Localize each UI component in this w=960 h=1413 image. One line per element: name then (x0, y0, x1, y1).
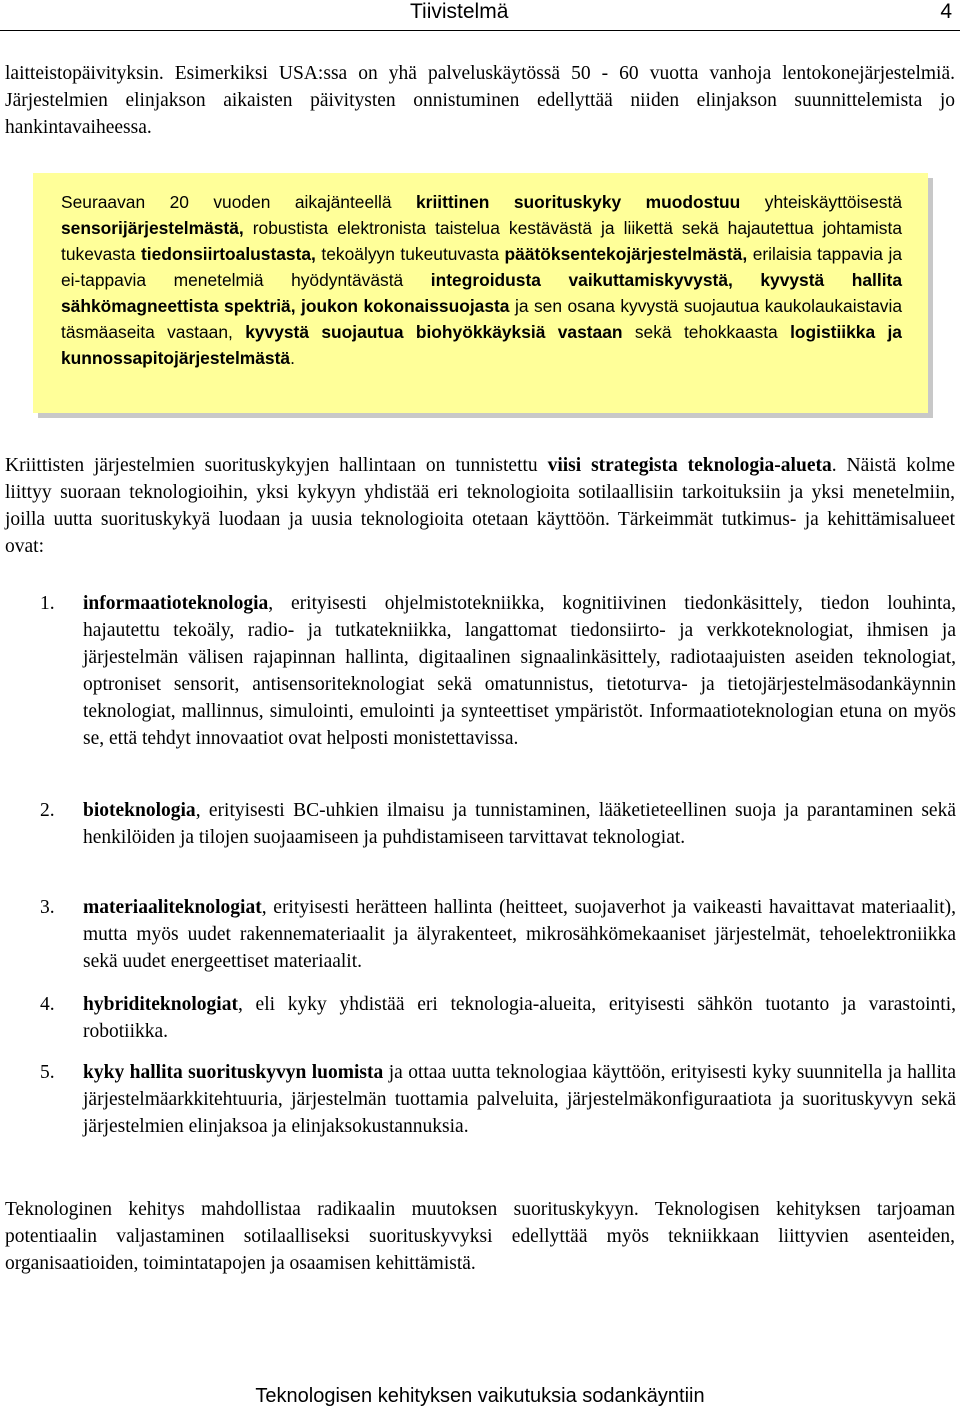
box-text-8: . (290, 348, 295, 368)
list-item-text (83, 797, 956, 851)
list-item-body: , erityisesti herätteen hallinta (heitteet, suojaverhot ja vaikeasti havaittavat materiaalit), mutta myös uudet rakennemateriaalit ja älyrakenteet, mikrosähkömekaaniset järjestelmät, tehoelektroniikka sekä uudet energeettiset materiaalit. (83, 897, 956, 972)
list-item-text (83, 590, 956, 752)
list-item-term: kyky hallita suorituskyvyn luomista (83, 1062, 384, 1083)
box-text-6: ja sen osana kyvystä suojautua kaukolaukaistavia täsmäaseita vastaan, (61, 296, 902, 342)
box-bold-7: logistiikka ja kunnossapitojärjestelmästä (61, 322, 902, 368)
list-number: 1. (40, 593, 55, 614)
list-number: 5. (40, 1062, 55, 1083)
header-title: Tiivistelmä (410, 0, 509, 23)
list-number: 2. (40, 800, 55, 821)
list-item-body: ja ottaa uutta teknologiaa käyttöön, erityisesti kyky suunnitella ja hallita järjestelmäarkkitehtuuria, järjestelmän tuottamia palveluita, järjestelmäkonfiguraatiota ja suorituskyvyn sekä järjestelmien elinjaksoa ja elinjaksokustannuksia. (83, 1062, 956, 1137)
strategy-paragraph (5, 452, 955, 560)
box-text-1: Seuraavan 20 vuoden aikajänteellä (61, 192, 416, 212)
box-text-2: yhteiskäyttöisestä (740, 192, 903, 212)
page-header (0, 0, 960, 30)
box-bold-6: kyvystä suojautua biohyökkäyksiä vastaan (245, 322, 623, 342)
list-item-term: materiaaliteknologiat (83, 897, 262, 918)
strategy-bold: viisi strategista teknologia-alueta (547, 455, 832, 476)
list-number: 3. (40, 897, 55, 918)
list-item-term: bioteknologia (83, 800, 196, 821)
box-bold-4: päätöksentekojärjestelmästä, (504, 244, 748, 264)
closing-paragraph: Teknologinen kehitys mahdollistaa radikaalin muutoksen suorituskykyyn. Teknologisen kehityksen tarjoaman potentiaalin valjastaminen sotilaalliseksi suorituskyvyksi edellyttää myös tekniikkaan liittyvien asenteiden, organisaatioiden, toimintatapojen ja osaamisen kehittämistä. (5, 1199, 955, 1274)
list-item-term: informaatioteknologia (83, 593, 269, 614)
box-text-5: erilaisia tappavia ja ei-tappavia menetelmiä hyödyntävästä (61, 244, 902, 290)
box-bold-3: tiedonsiirtoalustasta, (140, 244, 316, 264)
box-text-3: robustista elektronista taistelua kestävästä ja liikettä sekä hajautettua johtamista tukevasta (61, 218, 902, 264)
header-rule (0, 30, 960, 31)
list-item-body: , eli kyky yhdistää eri teknologia-alueita, erityisesti sähkön tuotanto ja varastointi, robotiikka. (83, 994, 956, 1042)
strategy-text-2: . Näistä kolme liittyy suoraan teknologioihin, yksi kykyyn yhdistää eri teknologioita sotilaallisiin tarkoituksiin ja yksi menetelmiin, joilla uutta suorituskykyä luodaan ja uusia teknologioita otetaan käyttöön. Tärkeimmät tutkimus- ja kehittämisalueet ovat: (5, 455, 955, 557)
intro-paragraph: laitteistopäivityksin. Esimerkiksi USA:ssa on yhä palveluskäytössä 50 - 60 vuotta vanhoja lentokonejärjestelmiä. Järjestelmien elinjakson aikaisten päivitysten onnistuminen edellyttää niiden elinjakson suunnittelemista jo hankintavaiheessa. (5, 63, 955, 138)
highlight-box-text (61, 189, 902, 371)
list-item-body: , erityisesti BC-uhkien ilmaisu ja tunnistaminen, lääketieteellinen suoja ja parantaminen sekä henkilöiden ja tilojen suojaamiseen ja puhdistamiseen tarvittavat teknologiat. (83, 800, 956, 848)
list-item-term: hybriditeknologiat (83, 994, 238, 1015)
box-bold-2: sensorijärjestelmästä, (61, 218, 244, 238)
list-number: 4. (40, 994, 55, 1015)
box-bold-5: integroidusta vaikuttamiskyvystä, kyvystä hallita sähkömagneettista spektriä, joukon kokonaissuojasta (61, 270, 902, 316)
box-text-4: tekoälyyn tukeutuvasta (315, 244, 505, 264)
list-item-body: , erityisesti ohjelmistotekniikka, kognitiivinen tiedonkäsittely, tiedon louhinta, hajautettu tekoäly, radio- ja tutkatekniikka, langattomat tiedonsiirto- ja verkkoteknologiat, ihmisen ja järjestelmän välisen rajapinnan hallinta, digitaalinen signaalinkäsittely, radiotaajuisten aseiden teknologiat, optroniset sensorit, antisensoriteknologiat sekä omatunnistus, tietoturva- ja tietojärjestelmäsodankäynnin teknologiat, mallinnus, simulointi, emulointi ja synteettiset ympäristöt. Informaatioteknologian etuna on myös se, että tehdyt innovaatiot ovat helposti monistettavissa. (83, 593, 956, 749)
list-item-text (83, 991, 956, 1045)
list-item-text (83, 894, 956, 975)
strategy-text-1: Kriittisten järjestelmien suorituskykyjen hallintaan on tunnistettu (5, 455, 548, 476)
box-bold-1: kriittinen suorituskyky muodostuu (416, 192, 741, 212)
page-footer: Teknologisen kehityksen vaikutuksia sodankäyntiin (255, 1385, 705, 1407)
list-item-text (83, 1059, 956, 1140)
box-text-7: sekä tehokkaasta (622, 322, 791, 342)
page-number: 4 (940, 0, 952, 23)
highlight-box (33, 173, 928, 413)
